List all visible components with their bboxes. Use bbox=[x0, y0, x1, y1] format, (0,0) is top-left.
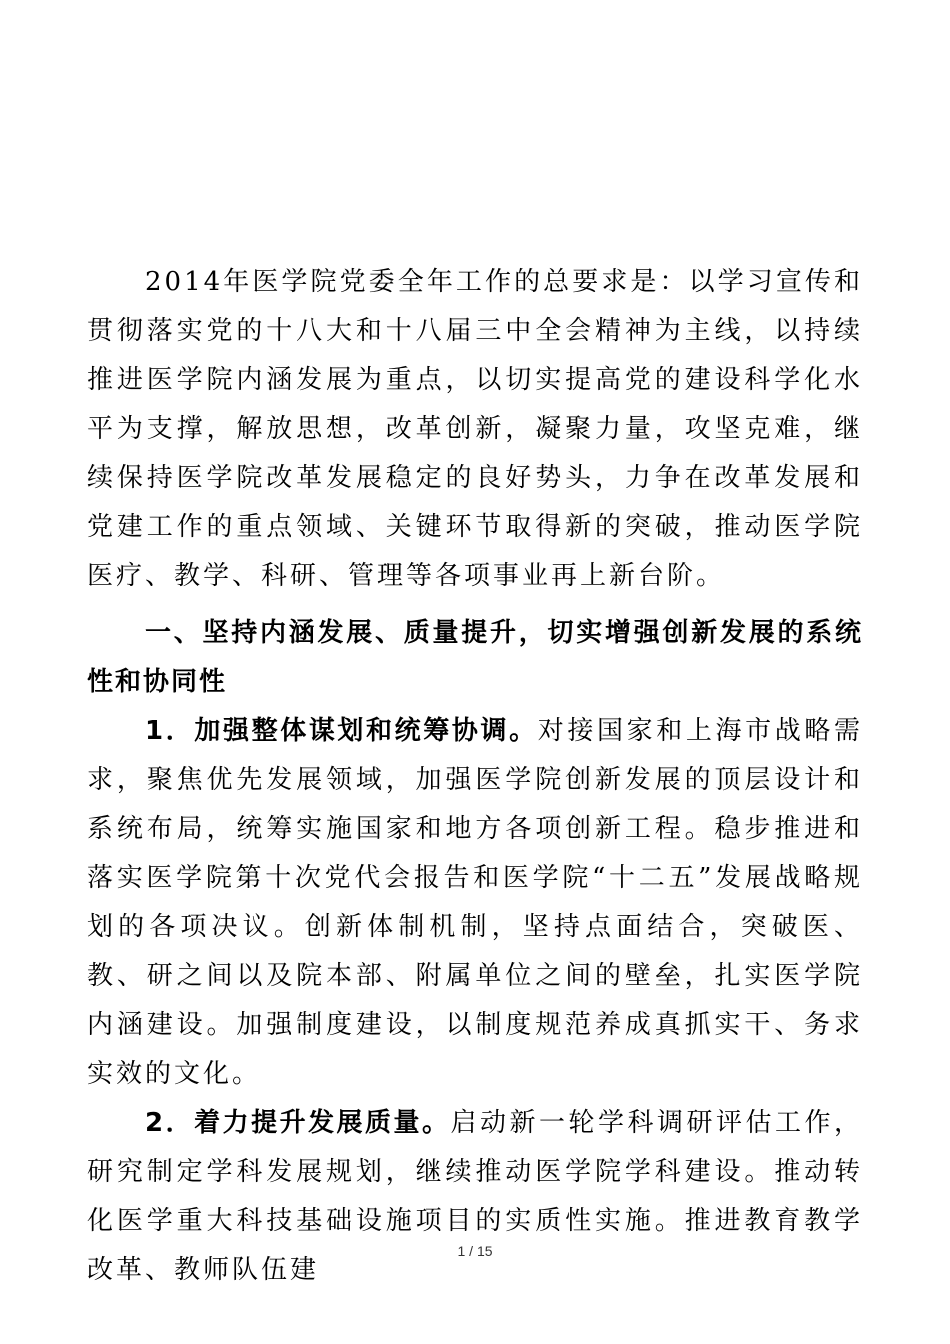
list-item-1-title: 1．加强整体谋划和统筹协调。 bbox=[145, 716, 538, 746]
document-body bbox=[87, 258, 863, 1295]
page-number: 1 / 15 bbox=[457, 1243, 493, 1259]
list-item-1 bbox=[87, 707, 863, 1099]
list-item-2-text: 启动新一轮学科调研评估工作，研究制定学科发展规划，继续推动医学院学科建设。推动转化医学重大科技基础设施项目的实质性实施。推进教育教学改革、教师队伍建 bbox=[87, 1108, 863, 1285]
list-item-2-title: 2．着力提升发展质量。 bbox=[145, 1108, 451, 1138]
list-item-1-text: 对接国家和上海市战略需求，聚焦优先发展领域，加强医学院创新发展的顶层设计和系统布局，统筹实施国家和地方各项创新工程。稳步推进和落实医学院第十次党代会报告和医学院“十二五”发展战略规划的各项决议。创新体制机制，坚持点面结合，突破医、教、研之间以及院本部、附属单位之间的壁垒，扎实医学院内涵建设。加强制度建设，以制度规范养成真抓实干、务求实效的文化。 bbox=[87, 716, 863, 1089]
list-item-2 bbox=[87, 1099, 863, 1295]
intro-paragraph: 2014年医学院党委全年工作的总要求是：以学习宣传和贯彻落实党的十八大和十八届三中全会精神为主线，以持续推进医学院内涵发展为重点，以切实提高党的建设科学化水平为支撑，解放思想，改革创新，凝聚力量，攻坚克难，继续保持医学院改革发展稳定的良好势头，力争在改革发展和党建工作的重点领域、关键环节取得新的突破，推动医学院医疗、教学、科研、管理等各项事业再上新台阶。 bbox=[87, 267, 863, 591]
section-heading: 一、坚持内涵发展、质量提升，切实增强创新发展的系统性和协同性 bbox=[87, 618, 863, 697]
